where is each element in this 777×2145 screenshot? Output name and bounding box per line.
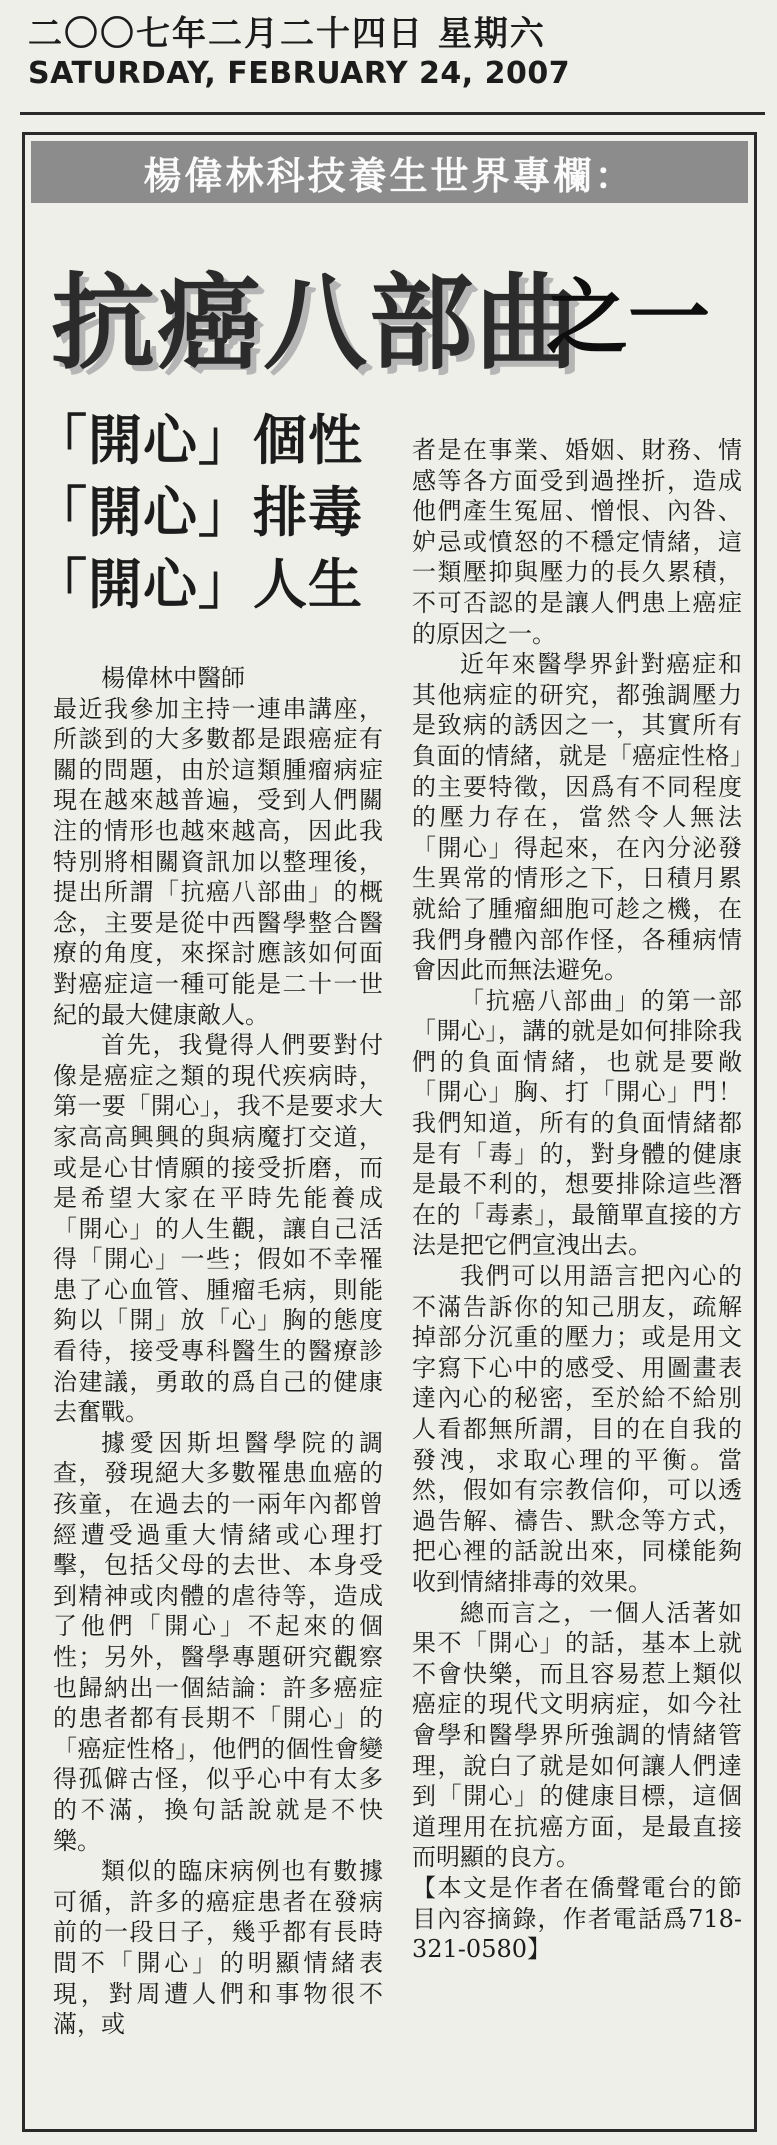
article-column-right [412,435,742,2125]
paragraph: 者是在事業、婚姻、財務、情感等各方面受到過挫折，造成他們產生冤屈、憎恨、內咎、妒忌或憤怒的不穩定情緒，這一類壓抑與壓力的長久累積，不可否認的是讓人們患上癌症的原因之一。 [412,436,742,648]
paragraph: 我們可以用語言把內心的不滿告訴你的知己朋友，疏解掉部分沉重的壓力；或是用文字寫下心中的感受、用圖畫表達內心的秘密，至於給不給別人看都無所謂，目的在自我的發洩，求取心理的平衡。當然，假如有宗教信仰，可以透過告解、禱告、默念等方式，把心裡的話說出來，同樣能夠收到情緒排毒的效果。 [412,1262,742,1596]
subheadline-2: 「開心」排毒 [33,481,363,544]
subheadline-3: 「開心」人生 [33,553,363,616]
headline-main: 抗癌八部曲 [51,261,582,384]
masthead-date-chinese: 二〇〇七年二月二十四日 星期六 [28,14,546,54]
paragraph: 據愛因斯坦醫學院的調查，發現絕大多數罹患血癌的孩童，在過去的一兩年內都曾經遭受過重大情緒或心理打擊，包括父母的去世、本身受到精神或肉體的虐待等，造成了他們「開心」不起來的個性；另外，醫學專題研究觀察也歸納出一個結論：許多癌症的患者都有長期不「開心」的「癌症性格」，他們的個性會變得孤僻古怪，似乎心中有太多的不滿，換句話說就是不快樂。 [53,1428,383,1855]
subheadline-1: 「開心」個性 [33,409,363,472]
paragraph: 類似的臨床病例也有數據可循，許多的癌症患者在發病前的一段日子，幾乎都有長時間不「開心」的明顯情緒表現，對周遭人們和事物很不滿，或 [53,1857,383,2039]
paragraph: 「抗癌八部曲」的第一部「開心」，講的就是如何排除我們的負面情緒，也就是要敞「開心」胸、打「開心」門！我們知道，所有的負面情緒都是有「毒」的，對身體的健康是最不利的，想要排除這些潛在的「毒素」，最簡單直接的方法是把它們宣洩出去。 [412,986,742,1260]
paragraph: 最近我參加主持一連串講座，所談到的大多數都是跟癌症有關的問題，由於這類腫瘤病症現在越來越普遍，受到人們關注的情形也越來越高，因此我特別將相關資訊加以整理後，提出所謂「抗癌八部曲」的概念，主要是從中西醫學整合醫療的角度，來探討應該如何面對癌症這一種可能是二十一世紀的最大健康敵人。 [53,694,383,1029]
article-frame [22,132,757,2132]
author-note: 【本文是作者在僑聲電台的節目內容摘錄，作者電話爲718-321-0580】 [412,1873,742,1964]
headline-suffix: 之一 [546,271,711,366]
article-column-left [53,663,383,2123]
paragraph: 首先，我覺得人們要對付像是癌症之類的現代疾病時，第一要「開心」，我不是要求大家高高興興的與病魔打交道，或是心甘情願的接受折磨，而是希望大家在平時先能養成「開心」的人生觀，讓自己活得「開心」一些；假如不幸罹患了心血管、腫瘤毛病，則能夠以「開」放「心」胸的態度看待，接受專科醫生的醫療診治建議，勇敢的爲自己的健康去奮戰。 [53,1031,383,1427]
paragraph: 近年來醫學界針對癌症和其他病症的研究，都強調壓力是致病的誘因之一，其實所有負面的情緒，就是「癌症性格」的主要特徵，因爲有不同程度的壓力存在，當然令人無法「開心」得起來，在內分泌發生異常的情形之下，日積月累就給了腫瘤細胞可趁之機，在我們身體內部作怪，各種病情會因此而無法避免。 [412,650,742,985]
article-headline [51,239,731,384]
subheadlines [33,405,413,621]
masthead-rule [20,112,765,115]
masthead-date-english: SATURDAY, FEBRUARY 24, 2007 [28,56,571,91]
author-byline: 楊偉林中醫師 [101,664,245,692]
paragraph: 總而言之，一個人活著如果不「開心」的話，基本上就不會快樂，而且容易惹上類似癌症的現代文明病症，如今社會學和醫學界所強調的情緒管理，說白了就是如何讓人們達到「開心」的健康目標，這個道理用在抗癌方面，是最直接而明顯的良方。 [412,1598,742,1872]
column-banner-text: 楊偉林科技養生世界專欄： [143,153,636,198]
column-banner [31,141,748,203]
